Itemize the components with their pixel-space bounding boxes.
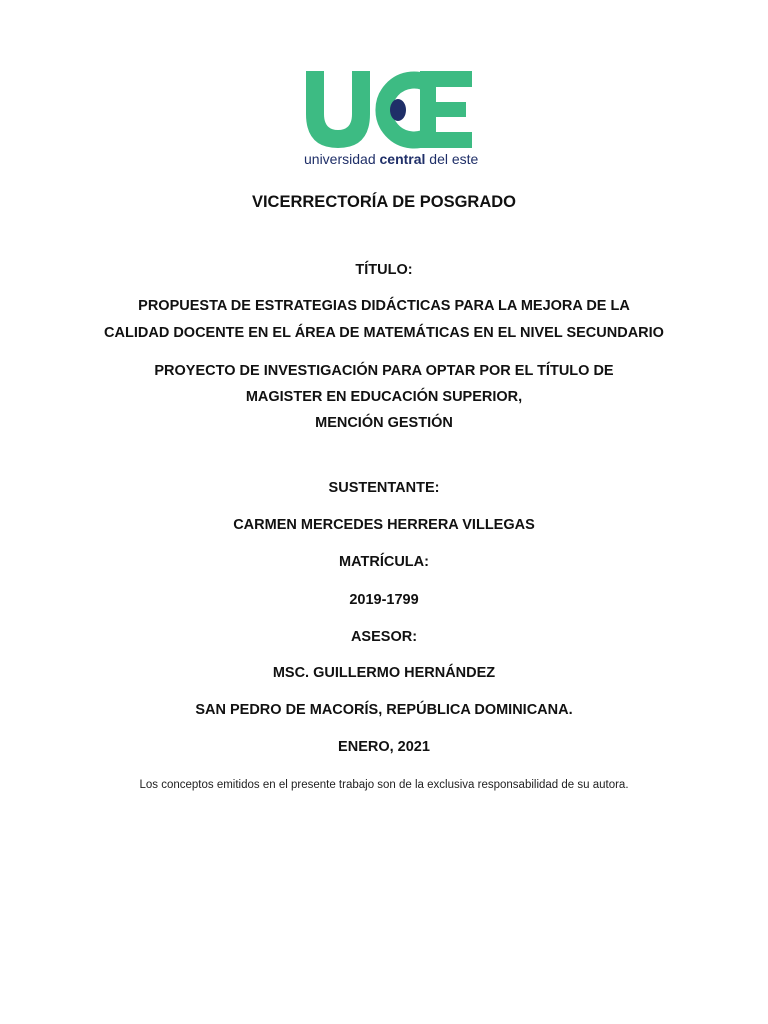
uce-logo-graphic xyxy=(296,60,480,172)
presenter-label: SUSTENTANTE: xyxy=(328,480,440,496)
date: ENERO, 2021 xyxy=(338,739,430,755)
purpose-line-1: PROYECTO DE INVESTIGACIÓN PARA OPTAR POR EL TÍTULO DE xyxy=(154,363,614,379)
advisor-label: ASESOR: xyxy=(350,629,418,645)
logo-letter-e xyxy=(420,71,472,148)
thesis-title-line-2: CALIDAD DOCENTE EN EL ÁREA DE MATEMÁTICAS EN EL NIVEL SECUNDARIO xyxy=(104,325,664,341)
enrollment-number: 2019-1799 xyxy=(349,592,419,608)
purpose-line-3: MENCIÓN GESTIÓN xyxy=(315,415,453,431)
purpose-line-2: MAGISTER EN EDUCACIÓN SUPERIOR, xyxy=(245,389,523,405)
logo-letter-u xyxy=(306,71,370,148)
title-label: TÍTULO: xyxy=(355,262,413,278)
enrollment-label: MATRÍCULA: xyxy=(339,554,429,570)
disclaimer-note: Los conceptos emitidos en el presente trabajo son de la exclusiva responsabilidad de su autora. xyxy=(139,779,629,791)
thesis-title-line-1: PROPUESTA DE ESTRATEGIAS DIDÁCTICAS PARA LA MEJORA DE LA xyxy=(138,298,630,314)
department-heading: VICERRECTORÍA DE POSGRADO xyxy=(251,193,517,211)
presenter-name: CARMEN MERCEDES HERRERA VILLEGAS xyxy=(233,517,535,533)
advisor-name: MSC. GUILLERMO HERNÁNDEZ xyxy=(272,665,496,681)
location: SAN PEDRO DE MACORÍS, REPÚBLICA DOMINICANA. xyxy=(195,702,573,718)
logo-dot-icon xyxy=(390,99,406,121)
logo-tagline: universidad central del este xyxy=(304,151,479,167)
university-logo xyxy=(296,60,480,172)
